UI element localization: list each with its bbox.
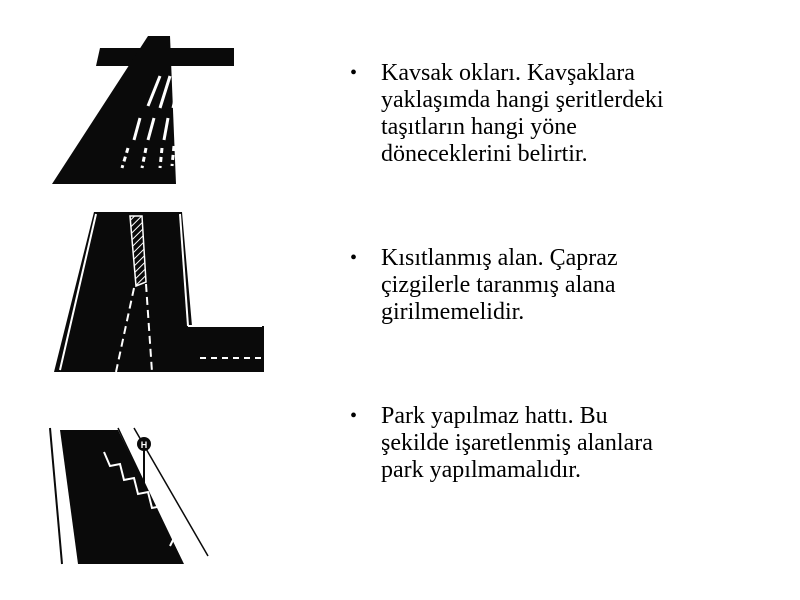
bullet-marker: •: [350, 247, 358, 269]
bullet-item-restricted-area: [340, 245, 660, 326]
no-parking-line-illustration: [42, 422, 214, 570]
bullet-marker: •: [350, 405, 358, 427]
road-surface: [60, 430, 184, 564]
edge-line: [50, 428, 62, 564]
bullet-text: Kavsak okları. Kavşaklara yaklaşımda hangi şeritlerdeki taşıtların hangi yöne döneceklerini belirtir.: [381, 60, 664, 167]
bullet-item-no-parking-line: [340, 403, 670, 484]
bullet-text: Park yapılmaz hattı. Bu şekilde işaretlenmiş alanlara park yapılmamalıdır.: [381, 403, 653, 483]
road-surface: [54, 212, 264, 372]
lane-line: [173, 74, 181, 108]
arrow-mark: [176, 118, 178, 140]
restricted-area-illustration: [50, 208, 264, 380]
bullet-text: Kısıtlanmış alan. Çapraz çizgilerle taranmış alana girilmemelidir.: [381, 245, 618, 325]
junction-arrows-illustration: [48, 36, 240, 188]
bullet-item-junction-arrows: [340, 60, 680, 168]
bullet-marker: •: [350, 62, 358, 84]
sign-letter: H: [140, 440, 148, 450]
